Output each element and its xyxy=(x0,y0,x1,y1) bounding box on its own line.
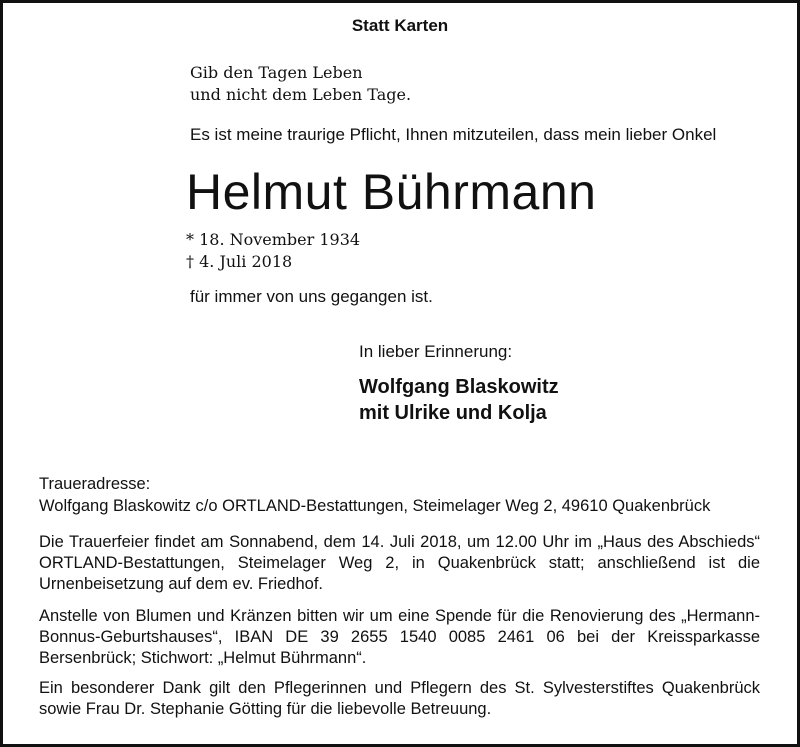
thanks-paragraph: Ein besonderer Dank gilt den Pflegerinnen und Pflegern des St. Sylvesterstiftes Quakenbrück sowie Frau Dr. Stephanie Götting für die liebevolle Betreuung. xyxy=(39,679,760,718)
deceased-name: Helmut Bührmann xyxy=(186,164,597,220)
passed-text: für immer von uns gegangen ist. xyxy=(190,287,433,306)
donation-paragraph: Anstelle von Blumen und Kränzen bitten wir um eine Spende für die Renovierung des „Hermann-Bonnus-Geburtshauses“, IBAN DE 39 2655 1540 0085 2461 06 bei der Kreissparkasse Bersenbrück; Stichwort: „Helmut Bührmann“. xyxy=(39,607,760,667)
verse-line-2: und nicht dem Leben Tage. xyxy=(190,85,412,104)
signatory-line-2: mit Ulrike und Kolja xyxy=(359,402,547,424)
intro-text: Es ist meine traurige Pflicht, Ihnen mitzuteilen, dass mein lieber Onkel xyxy=(190,125,717,144)
address-text: Wolfgang Blaskowitz c/o ORTLAND-Bestattungen, Steimelager Weg 2, 49610 Quakenbrück xyxy=(39,497,711,515)
ceremony-paragraph: Die Trauerfeier findet am Sonnabend, dem 14. Juli 2018, um 12.00 Uhr im „Haus des Abschieds“ ORTLAND-Bestattungen, Steimelager Weg 2, in Quakenbrück statt; anschließend ist die Urnenbeisetzung auf dem ev. Friedhof. xyxy=(39,533,760,593)
birth-date: * 18. November 1934 xyxy=(186,230,361,249)
verse-line-1: Gib den Tagen Leben xyxy=(190,63,363,82)
signatory-line-1: Wolfgang Blaskowitz xyxy=(359,376,559,398)
address-label: Traueradresse: xyxy=(39,475,151,493)
memory-text: In lieber Erinnerung: xyxy=(359,342,513,361)
header-title: Statt Karten xyxy=(351,16,449,35)
death-date: † 4. Juli 2018 xyxy=(186,252,293,271)
